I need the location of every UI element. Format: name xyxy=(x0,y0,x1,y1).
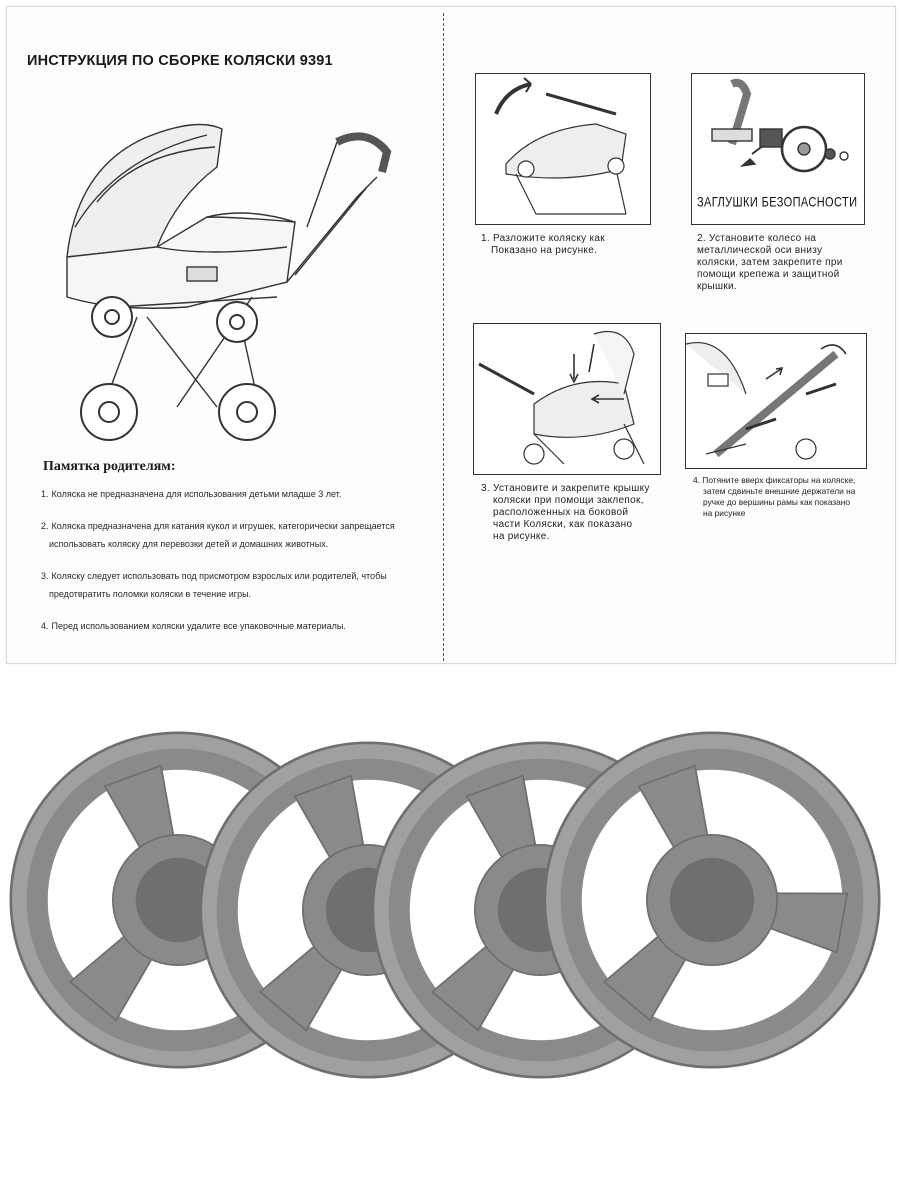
caption-line: на рисунке. xyxy=(493,531,550,542)
wheel xyxy=(545,733,879,1067)
memo-item-text: Коляска предназначена для катания кукол и игрушек, категорически запрещается xyxy=(51,521,395,531)
fold-line xyxy=(443,13,444,661)
caption-line: 3. Установите и закрепите крышку xyxy=(481,483,650,494)
product-wheels xyxy=(0,700,900,1200)
wheel-hub-cap xyxy=(670,858,754,942)
memo-item-number: 2. xyxy=(41,521,49,531)
memo-item-text: Коляску следует использовать под присмотром взрослых или родителей, чтобы xyxy=(51,571,387,581)
step-3-caption xyxy=(481,483,650,543)
step-4-figure xyxy=(685,333,867,469)
document-title: ИНСТРУКЦИЯ ПО СБОРКЕ КОЛЯСКИ 9391 xyxy=(27,53,333,69)
memo-item xyxy=(41,517,439,553)
memo-item-text: Коляска не предназначена для использования детьми младше 3 лет. xyxy=(51,489,342,499)
memo-item-continuation: предотвратить поломки коляски в течение игры. xyxy=(49,589,252,599)
memo-item-text: Перед использованием коляски удалите все упаковочные материалы. xyxy=(51,621,346,631)
caption-line: коляски при помощи заклепок, xyxy=(493,495,644,506)
caption-line: коляски, затем закрепите при xyxy=(697,257,843,268)
memo-item-continuation: использовать коляску для перевозки детей и домашних животных. xyxy=(49,539,329,549)
memo-item-number: 4. xyxy=(41,621,49,631)
step-1-figure xyxy=(475,73,651,225)
caption-line: ручке до вершины рамы как показано xyxy=(703,497,851,507)
memo-item-number: 3. xyxy=(41,571,49,581)
caption-line: расположенных на боковой xyxy=(493,507,629,518)
caption-line: на рисунке xyxy=(703,508,746,518)
memo-item-number: 1. xyxy=(41,489,49,499)
memo-item xyxy=(41,617,439,635)
caption-line: 2. Установите колесо на xyxy=(697,233,817,244)
caption-line: затем сдвиньте внешние держатели на xyxy=(703,486,856,496)
caption-line: части Коляски, как показано xyxy=(493,519,633,530)
caption-line: помощи крепежа и защитной xyxy=(697,269,840,280)
memo-item xyxy=(41,567,439,603)
caption-line: крышки. xyxy=(697,281,737,292)
caption-line: 4. Потяните вверх фиксаторы на коляске, xyxy=(693,475,856,485)
caption-line: 1. Разложите коляску как xyxy=(481,233,605,244)
safety-caps-label: ЗАГЛУШКИ БЕЗОПАСНОСТИ xyxy=(697,195,858,210)
instruction-sheet xyxy=(6,6,896,664)
step-2-caption xyxy=(697,233,843,293)
memo-heading: Памятка родителям: xyxy=(43,459,176,474)
stroller-illustration xyxy=(37,107,427,447)
step-3-figure xyxy=(473,323,661,475)
caption-line: металлической оси внизу xyxy=(697,245,823,256)
step-1-caption xyxy=(481,233,605,257)
step-4-caption xyxy=(693,475,855,519)
memo-item xyxy=(41,485,439,503)
caption-line: Показано на рисунке. xyxy=(491,245,598,256)
